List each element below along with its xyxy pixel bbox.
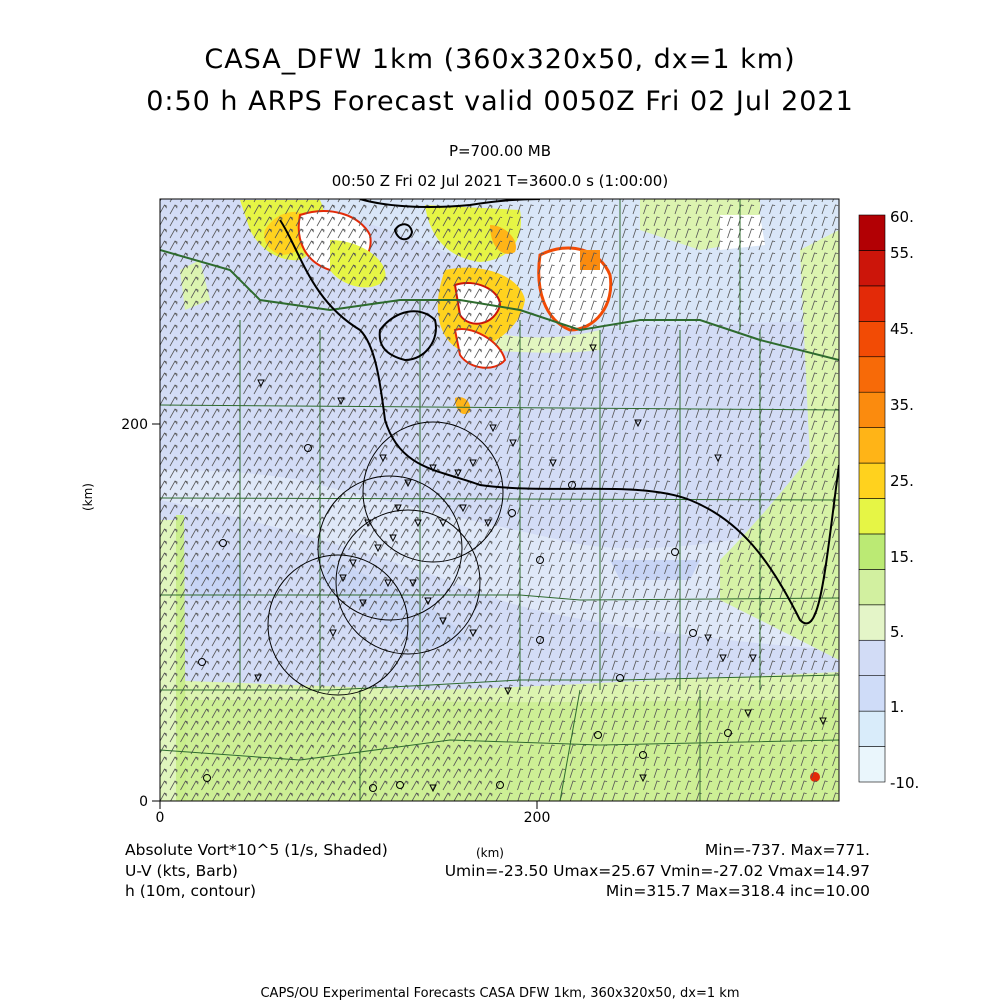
colorbar-segment — [859, 534, 885, 569]
colorbar-segment — [859, 321, 885, 356]
y-tick-200: 200 — [121, 417, 148, 433]
field1-name: Absolute Vort*10^5 (1/s, Shaded) — [125, 841, 388, 859]
colorbar-label-55: 55. — [890, 244, 914, 262]
credit-line: CAPS/OU Experimental Forecasts CASA DFW 1km, 360x320x50, dx=1 km — [260, 986, 740, 1001]
colorbar-segment — [859, 463, 885, 498]
colorbar-segment — [859, 250, 885, 285]
field3-stats: Min=315.7 Max=318.4 inc=10.00 — [605, 882, 870, 900]
colorbar-segment — [859, 676, 885, 711]
x-tick-200: 200 — [523, 810, 551, 826]
pressure-level: P=700.00 MB — [448, 142, 552, 160]
colorbar-segment — [859, 711, 885, 746]
field3-name: h (10m, contour) — [125, 882, 257, 900]
colorbar-label-5: 5. — [890, 623, 905, 641]
y-tick-0: 0 — [139, 794, 148, 810]
colorbar-segment — [859, 357, 885, 392]
colorbar-label-1: 1. — [890, 698, 905, 716]
x-tick-0: 0 — [155, 810, 165, 826]
chart-title-line1: CASA_DFW 1km (360x320x50, dx=1 km) — [204, 44, 796, 75]
field1-stats: Min=-737. Max=771. — [704, 841, 870, 859]
field2-name: U-V (kts, Barb) — [125, 862, 238, 880]
colorbar-segment — [859, 569, 885, 604]
colorbar-segment — [859, 428, 885, 463]
colorbar-label-neg10: -10. — [890, 774, 920, 792]
colorbar-segment — [859, 286, 885, 321]
colorbar-segment — [859, 215, 885, 250]
wind-barbs-west — [160, 199, 500, 801]
field2-stats: Umin=-23.50 Umax=25.67 Vmin=-27.02 Vmax=14.97 — [444, 862, 870, 880]
colorbar-segment — [859, 392, 885, 427]
valid-time: 00:50 Z Fri 02 Jul 2021 T=3600.0 s (1:00:00) — [331, 172, 669, 190]
colorbar-label-60: 60. — [890, 208, 914, 226]
colorbar-label-35: 35. — [890, 396, 914, 414]
x-axis-label: (km) — [475, 846, 505, 860]
colorbar-segment — [859, 747, 885, 782]
colorbar — [859, 215, 885, 782]
colorbar-label-25: 25. — [890, 472, 914, 490]
colorbar-label-15: 15. — [890, 548, 914, 566]
y-axis-label: (km) — [81, 482, 95, 512]
colorbar-segment — [859, 640, 885, 675]
chart-title-line2: 0:50 h ARPS Forecast valid 0050Z Fri 02 Jul 2021 — [146, 86, 854, 117]
colorbar-segment — [859, 605, 885, 640]
colorbar-segment — [859, 499, 885, 534]
colorbar-label-45: 45. — [890, 320, 914, 338]
